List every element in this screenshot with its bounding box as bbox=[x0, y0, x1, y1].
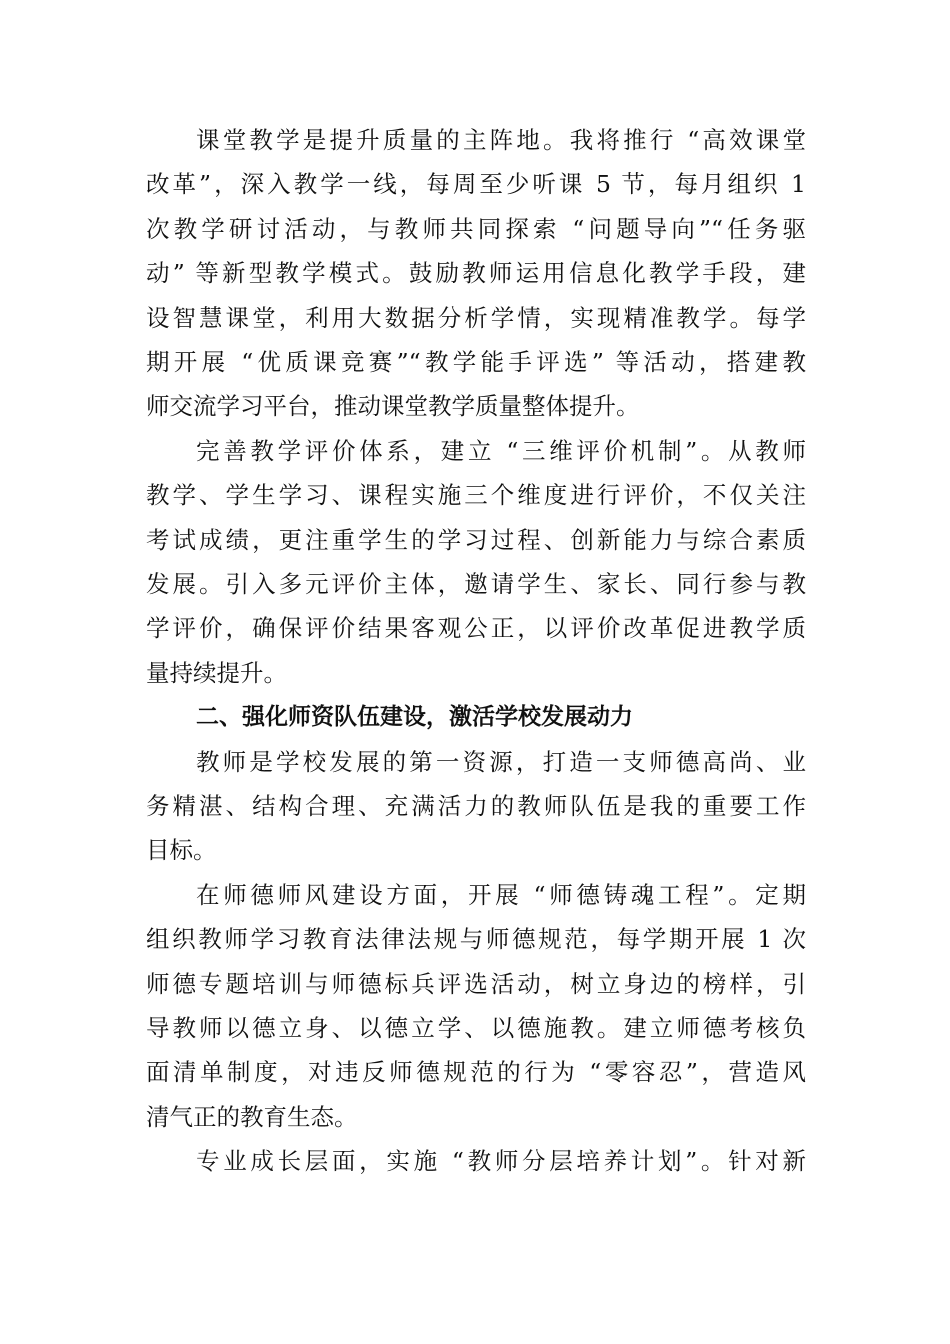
paragraph-4-line-3: 师德专题培训与师德标兵评选活动，树立身边的榜样，引 bbox=[146, 970, 806, 998]
paragraph-5-line-1: 专业成长层面，实施 “教师分层培养计划”。针对新 bbox=[196, 1147, 806, 1175]
paragraph-2-line-4: 发展。引入多元评价主体，邀请学生、家长、同行参与教 bbox=[146, 570, 806, 598]
paragraph-4-line-6: 清气正的教育生态。 bbox=[146, 1103, 358, 1131]
paragraph-4-line-1: 在师德师风建设方面，开展 “师德铸魂工程”。定期 bbox=[196, 881, 806, 909]
paragraph-1-line-1: 课堂教学是提升质量的主阵地。我将推行 “高效课堂 bbox=[196, 126, 806, 154]
paragraph-1-line-3: 次教学研讨活动，与教师共同探索 “问题导向”“任务驱 bbox=[146, 215, 806, 243]
paragraph-2-line-5: 学评价，确保评价结果客观公正，以评价改革促进教学质 bbox=[146, 614, 806, 642]
paragraph-1-line-4: 动” 等新型教学模式。鼓励教师运用信息化教学手段，建 bbox=[146, 259, 806, 287]
paragraph-1-line-2: 改革”，深入教学一线，每周至少听课 5 节，每月组织 1 bbox=[146, 170, 806, 198]
paragraph-2-line-6: 量持续提升。 bbox=[146, 659, 287, 687]
paragraph-3-line-3: 目标。 bbox=[146, 836, 217, 864]
paragraph-1-line-5: 设智慧课堂，利用大数据分析学情，实现精准教学。每学 bbox=[146, 304, 806, 332]
paragraph-3-line-2: 务精湛、结构合理、充满活力的教师队伍是我的重要工作 bbox=[146, 792, 806, 820]
paragraph-1-line-7: 师交流学习平台，推动课堂教学质量整体提升。 bbox=[146, 392, 640, 420]
paragraph-3-line-1: 教师是学校发展的第一资源，打造一支师德高尚、业 bbox=[196, 748, 806, 776]
paragraph-1-line-6: 期开展 “优质课竞赛”“教学能手评选” 等活动，搭建教 bbox=[146, 348, 806, 376]
section-heading: 二、强化师资队伍建设，激活学校发展动力 bbox=[196, 704, 633, 730]
paragraph-4-line-4: 导教师以德立身、以德立学、以德施教。建立师德考核负 bbox=[146, 1014, 806, 1042]
paragraph-4-line-2: 组织教师学习教育法律法规与师德规范，每学期开展 1 次 bbox=[146, 925, 806, 953]
paragraph-2-line-1: 完善教学评价体系，建立 “三维评价机制”。从教师 bbox=[196, 437, 806, 465]
paragraph-2-line-2: 教学、学生学习、课程实施三个维度进行评价，不仅关注 bbox=[146, 481, 806, 509]
paragraph-4-line-5: 面清单制度，对违反师德规范的行为 “零容忍”，营造风 bbox=[146, 1058, 806, 1086]
paragraph-2-line-3: 考试成绩，更注重学生的学习过程、创新能力与综合素质 bbox=[146, 526, 806, 554]
